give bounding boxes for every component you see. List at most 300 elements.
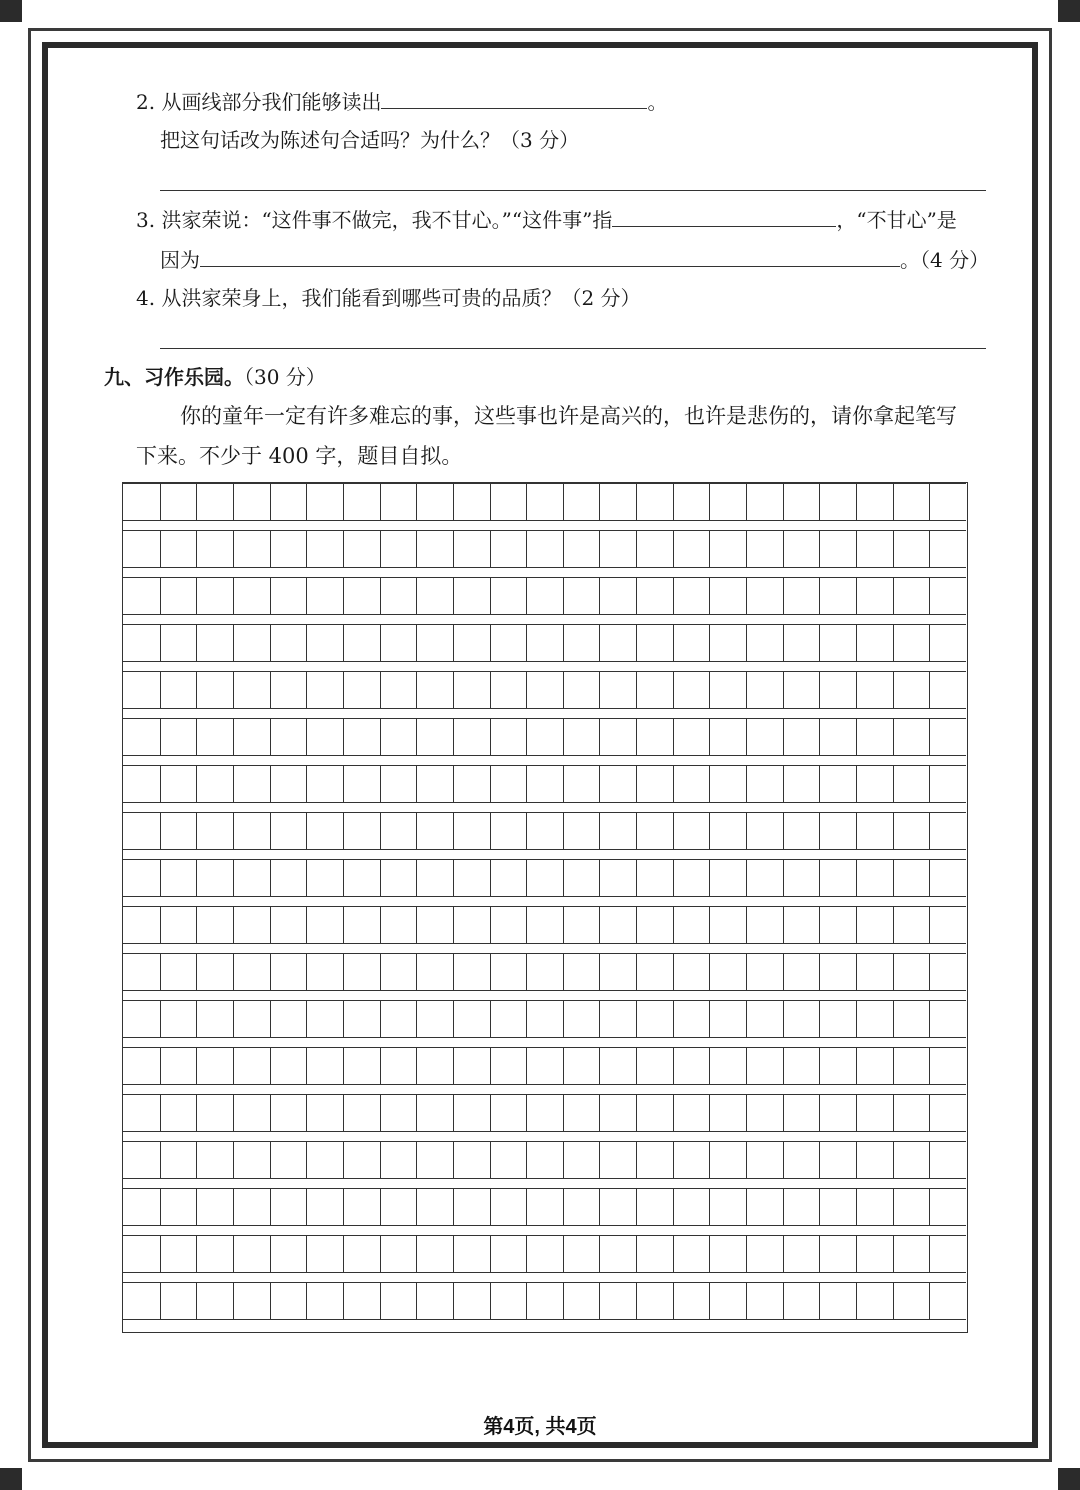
grid-cell-divider: [819, 1142, 820, 1178]
grid-cell-divider: [306, 1236, 307, 1272]
grid-cell-divider: [563, 766, 564, 802]
grid-cell-divider: [490, 1001, 491, 1037]
question-2-end-punct: 。: [647, 90, 668, 114]
grid-cell-divider: [453, 860, 454, 896]
grid-cell-divider: [416, 954, 417, 990]
answer-line-q4[interactable]: [160, 348, 986, 349]
grid-cell-divider: [929, 1283, 930, 1319]
grid-cell-divider: [783, 907, 784, 943]
grid-cell-divider: [673, 1283, 674, 1319]
grid-cell-divider: [160, 1236, 161, 1272]
grid-cell-divider: [709, 1142, 710, 1178]
grid-cell-divider: [819, 719, 820, 755]
grid-cell-divider: [196, 625, 197, 661]
grid-cell-divider: [343, 1283, 344, 1319]
grid-cell-divider: [746, 1236, 747, 1272]
grid-cell-divider: [746, 1001, 747, 1037]
grid-cell-divider: [270, 578, 271, 614]
grid-cell-divider: [563, 484, 564, 520]
grid-cell-divider: [343, 484, 344, 520]
grid-cell-divider: [673, 1236, 674, 1272]
grid-cell-divider: [526, 1236, 527, 1272]
grid-cell-divider: [270, 484, 271, 520]
section-9-points: （30 分）: [244, 365, 326, 389]
grid-cell-divider: [526, 1095, 527, 1131]
grid-cell-divider: [819, 1189, 820, 1225]
grid-cell-divider: [709, 719, 710, 755]
grid-cell-divider: [380, 531, 381, 567]
grid-cell-divider: [270, 766, 271, 802]
grid-cell-divider: [819, 672, 820, 708]
grid-cell-divider: [599, 484, 600, 520]
grid-cell-divider: [196, 860, 197, 896]
grid-cell-divider: [563, 1283, 564, 1319]
grid-cell-divider: [490, 907, 491, 943]
grid-cell-divider: [709, 1095, 710, 1131]
grid-cell-divider: [343, 531, 344, 567]
grid-cell-divider: [196, 954, 197, 990]
grid-cell-divider: [636, 1142, 637, 1178]
grid-cell-divider: [526, 954, 527, 990]
grid-row: [123, 718, 966, 756]
grid-cell-divider: [160, 954, 161, 990]
question-4-text: 4. 从洪家荣身上，我们能看到哪些可贵的品质？（2 分）: [136, 286, 641, 310]
grid-row: [123, 1282, 966, 1320]
grid-cell-divider: [306, 1001, 307, 1037]
grid-cell-divider: [599, 1142, 600, 1178]
grid-cell-divider: [746, 484, 747, 520]
grid-cell-divider: [453, 672, 454, 708]
answer-blank-q3-b[interactable]: [200, 244, 900, 267]
grid-cell-divider: [270, 860, 271, 896]
grid-cell-divider: [929, 1236, 930, 1272]
grid-cell-divider: [856, 531, 857, 567]
grid-cell-divider: [599, 766, 600, 802]
grid-cell-divider: [929, 672, 930, 708]
grid-cell-divider: [673, 531, 674, 567]
grid-cell-divider: [453, 907, 454, 943]
grid-cell-divider: [160, 1283, 161, 1319]
grid-cell-divider: [893, 766, 894, 802]
grid-cell-divider: [343, 907, 344, 943]
grid-cell-divider: [270, 719, 271, 755]
grid-cell-divider: [270, 625, 271, 661]
grid-cell-divider: [343, 766, 344, 802]
grid-cell-divider: [599, 719, 600, 755]
answer-line-q2[interactable]: [160, 190, 986, 191]
grid-cell-divider: [709, 766, 710, 802]
grid-cell-divider: [563, 531, 564, 567]
grid-cell-divider: [343, 719, 344, 755]
question-3-text: 3. 洪家荣说：“这件事不做完，我不甘心。”“这件事”指: [136, 208, 613, 232]
grid-cell-divider: [453, 1142, 454, 1178]
grid-cell-divider: [160, 907, 161, 943]
grid-cell-divider: [526, 625, 527, 661]
grid-cell-divider: [526, 719, 527, 755]
grid-cell-divider: [709, 578, 710, 614]
grid-cell-divider: [306, 578, 307, 614]
grid-cell-divider: [636, 672, 637, 708]
grid-cell-divider: [526, 1001, 527, 1037]
grid-cell-divider: [196, 1142, 197, 1178]
grid-cell-divider: [673, 860, 674, 896]
grid-cell-divider: [306, 719, 307, 755]
grid-cell-divider: [893, 860, 894, 896]
grid-cell-divider: [673, 484, 674, 520]
grid-cell-divider: [416, 625, 417, 661]
grid-cell-divider: [819, 1095, 820, 1131]
question-3-line-1: [136, 204, 957, 234]
grid-cell-divider: [819, 578, 820, 614]
grid-cell-divider: [453, 1095, 454, 1131]
grid-row: [123, 906, 966, 944]
grid-cell-divider: [270, 1189, 271, 1225]
grid-cell-divider: [233, 672, 234, 708]
grid-cell-divider: [196, 1283, 197, 1319]
question-2-line-1: [136, 86, 667, 116]
grid-cell-divider: [856, 1142, 857, 1178]
grid-cell-divider: [783, 578, 784, 614]
question-3-mid-text: ，“不甘心”是: [836, 208, 957, 232]
grid-cell-divider: [233, 1236, 234, 1272]
grid-cell-divider: [380, 1142, 381, 1178]
question-3-line-2: [160, 244, 989, 274]
grid-row: [123, 624, 966, 662]
grid-cell-divider: [233, 1001, 234, 1037]
grid-cell-divider: [270, 1283, 271, 1319]
grid-cell-divider: [233, 719, 234, 755]
grid-cell-divider: [160, 1142, 161, 1178]
grid-cell-divider: [709, 954, 710, 990]
grid-cell-divider: [453, 813, 454, 849]
grid-cell-divider: [783, 1283, 784, 1319]
grid-cell-divider: [819, 766, 820, 802]
grid-cell-divider: [196, 531, 197, 567]
grid-cell-divider: [856, 1048, 857, 1084]
grid-cell-divider: [929, 1142, 930, 1178]
grid-cell-divider: [196, 578, 197, 614]
grid-cell-divider: [563, 719, 564, 755]
grid-cell-divider: [783, 1236, 784, 1272]
grid-cell-divider: [526, 1283, 527, 1319]
grid-cell-divider: [636, 1283, 637, 1319]
grid-cell-divider: [709, 813, 710, 849]
grid-cell-divider: [709, 907, 710, 943]
grid-cell-divider: [636, 625, 637, 661]
grid-cell-divider: [673, 1095, 674, 1131]
grid-cell-divider: [746, 1189, 747, 1225]
corner-mark-top-left: [0, 0, 22, 22]
grid-cell-divider: [160, 1048, 161, 1084]
grid-cell-divider: [783, 860, 784, 896]
grid-cell-divider: [306, 1189, 307, 1225]
corner-mark-bottom-left: [0, 1468, 22, 1490]
grid-cell-divider: [746, 531, 747, 567]
grid-cell-divider: [490, 1142, 491, 1178]
grid-cell-divider: [856, 719, 857, 755]
grid-cell-divider: [563, 1189, 564, 1225]
grid-cell-divider: [343, 954, 344, 990]
grid-cell-divider: [893, 1236, 894, 1272]
grid-cell-divider: [673, 625, 674, 661]
grid-cell-divider: [270, 1095, 271, 1131]
grid-cell-divider: [160, 531, 161, 567]
grid-cell-divider: [453, 484, 454, 520]
grid-cell-divider: [893, 1048, 894, 1084]
answer-blank-q2[interactable]: [381, 86, 647, 109]
grid-cell-divider: [893, 1001, 894, 1037]
grid-cell-divider: [270, 1142, 271, 1178]
question-2-text: 2. 从画线部分我们能够读出: [136, 90, 382, 114]
grid-cell-divider: [160, 719, 161, 755]
grid-cell-divider: [233, 1283, 234, 1319]
grid-cell-divider: [856, 1189, 857, 1225]
grid-row: [123, 765, 966, 803]
grid-cell-divider: [380, 1001, 381, 1037]
grid-cell-divider: [416, 719, 417, 755]
grid-cell-divider: [783, 1095, 784, 1131]
question-2-line-2: 把这句话改为陈述句合适吗？为什么？（3 分）: [160, 128, 580, 152]
grid-row: [123, 1094, 966, 1132]
grid-cell-divider: [746, 578, 747, 614]
grid-cell-divider: [819, 625, 820, 661]
grid-cell-divider: [563, 1048, 564, 1084]
grid-cell-divider: [893, 578, 894, 614]
grid-cell-divider: [380, 484, 381, 520]
grid-cell-divider: [306, 813, 307, 849]
grid-cell-divider: [416, 1189, 417, 1225]
grid-cell-divider: [636, 766, 637, 802]
grid-cell-divider: [893, 1142, 894, 1178]
grid-cell-divider: [526, 1189, 527, 1225]
grid-cell-divider: [380, 907, 381, 943]
grid-cell-divider: [636, 719, 637, 755]
grid-cell-divider: [270, 1048, 271, 1084]
grid-cell-divider: [599, 1095, 600, 1131]
grid-cell-divider: [490, 766, 491, 802]
grid-cell-divider: [526, 766, 527, 802]
grid-cell-divider: [673, 1142, 674, 1178]
grid-cell-divider: [306, 625, 307, 661]
grid-cell-divider: [416, 907, 417, 943]
grid-cell-divider: [380, 625, 381, 661]
grid-cell-divider: [380, 1095, 381, 1131]
grid-cell-divider: [416, 1048, 417, 1084]
grid-cell-divider: [270, 1001, 271, 1037]
grid-cell-divider: [416, 1283, 417, 1319]
grid-cell-divider: [783, 625, 784, 661]
grid-cell-divider: [526, 860, 527, 896]
grid-row: [123, 812, 966, 850]
grid-row: [123, 530, 966, 568]
section-9-heading: [104, 363, 326, 391]
grid-cell-divider: [819, 484, 820, 520]
grid-row: [123, 1235, 966, 1273]
grid-cell-divider: [929, 954, 930, 990]
grid-cell-divider: [856, 1236, 857, 1272]
grid-cell-divider: [856, 1095, 857, 1131]
grid-cell-divider: [380, 1048, 381, 1084]
grid-cell-divider: [490, 578, 491, 614]
grid-cell-divider: [196, 1189, 197, 1225]
grid-cell-divider: [673, 813, 674, 849]
grid-cell-divider: [526, 1048, 527, 1084]
grid-cell-divider: [673, 766, 674, 802]
grid-cell-divider: [160, 860, 161, 896]
grid-cell-divider: [490, 954, 491, 990]
page-number-footer: 第4页, 共4页: [483, 1416, 597, 1438]
grid-cell-divider: [453, 954, 454, 990]
grid-cell-divider: [636, 1236, 637, 1272]
grid-cell-divider: [233, 1189, 234, 1225]
question-3-points: 。（4 分）: [900, 248, 990, 272]
grid-cell-divider: [709, 860, 710, 896]
grid-cell-divider: [160, 1189, 161, 1225]
grid-cell-divider: [673, 719, 674, 755]
grid-cell-divider: [306, 1142, 307, 1178]
grid-cell-divider: [453, 1236, 454, 1272]
grid-cell-divider: [599, 954, 600, 990]
grid-row: [123, 953, 966, 991]
grid-cell-divider: [929, 1189, 930, 1225]
grid-cell-divider: [746, 1283, 747, 1319]
grid-cell-divider: [636, 1001, 637, 1037]
grid-cell-divider: [563, 1236, 564, 1272]
grid-cell-divider: [196, 1236, 197, 1272]
grid-cell-divider: [270, 1236, 271, 1272]
grid-cell-divider: [709, 531, 710, 567]
grid-cell-divider: [343, 578, 344, 614]
grid-cell-divider: [636, 860, 637, 896]
grid-cell-divider: [783, 1001, 784, 1037]
grid-cell-divider: [893, 719, 894, 755]
grid-cell-divider: [783, 1048, 784, 1084]
grid-cell-divider: [893, 625, 894, 661]
grid-cell-divider: [599, 625, 600, 661]
grid-cell-divider: [270, 907, 271, 943]
grid-cell-divider: [893, 1283, 894, 1319]
grid-cell-divider: [270, 954, 271, 990]
grid-cell-divider: [490, 484, 491, 520]
grid-cell-divider: [746, 672, 747, 708]
grid-cell-divider: [893, 813, 894, 849]
grid-cell-divider: [233, 1142, 234, 1178]
grid-cell-divider: [343, 813, 344, 849]
composition-writing-grid[interactable]: [122, 482, 968, 1333]
grid-cell-divider: [636, 954, 637, 990]
grid-cell-divider: [746, 625, 747, 661]
grid-cell-divider: [306, 1095, 307, 1131]
grid-cell-divider: [196, 1095, 197, 1131]
grid-cell-divider: [599, 1283, 600, 1319]
grid-cell-divider: [526, 531, 527, 567]
grid-cell-divider: [196, 1048, 197, 1084]
grid-cell-divider: [196, 766, 197, 802]
grid-cell-divider: [453, 1048, 454, 1084]
corner-mark-top-right: [1058, 0, 1080, 22]
grid-cell-divider: [563, 1142, 564, 1178]
grid-cell-divider: [380, 672, 381, 708]
grid-cell-divider: [196, 907, 197, 943]
grid-cell-divider: [380, 719, 381, 755]
grid-cell-divider: [490, 719, 491, 755]
grid-cell-divider: [709, 1236, 710, 1272]
grid-cell-divider: [893, 907, 894, 943]
grid-cell-divider: [490, 672, 491, 708]
grid-cell-divider: [599, 1236, 600, 1272]
grid-cell-divider: [929, 813, 930, 849]
grid-cell-divider: [856, 578, 857, 614]
grid-cell-divider: [233, 813, 234, 849]
grid-cell-divider: [746, 1048, 747, 1084]
grid-cell-divider: [599, 1001, 600, 1037]
grid-cell-divider: [270, 672, 271, 708]
grid-cell-divider: [746, 1142, 747, 1178]
grid-cell-divider: [160, 813, 161, 849]
grid-cell-divider: [453, 1189, 454, 1225]
grid-cell-divider: [306, 484, 307, 520]
grid-cell-divider: [160, 1001, 161, 1037]
grid-cell-divider: [673, 954, 674, 990]
grid-cell-divider: [233, 1048, 234, 1084]
grid-cell-divider: [709, 625, 710, 661]
grid-cell-divider: [929, 719, 930, 755]
grid-cell-divider: [856, 625, 857, 661]
grid-cell-divider: [929, 1095, 930, 1131]
grid-cell-divider: [380, 1189, 381, 1225]
grid-cell-divider: [380, 1283, 381, 1319]
grid-cell-divider: [746, 719, 747, 755]
grid-cell-divider: [233, 578, 234, 614]
grid-cell-divider: [599, 1189, 600, 1225]
grid-cell-divider: [636, 813, 637, 849]
grid-cell-divider: [636, 578, 637, 614]
grid-cell-divider: [636, 1095, 637, 1131]
grid-cell-divider: [306, 860, 307, 896]
grid-cell-divider: [929, 907, 930, 943]
grid-cell-divider: [453, 719, 454, 755]
grid-cell-divider: [233, 766, 234, 802]
grid-cell-divider: [343, 1189, 344, 1225]
grid-cell-divider: [929, 766, 930, 802]
grid-cell-divider: [270, 531, 271, 567]
grid-cell-divider: [856, 907, 857, 943]
grid-cell-divider: [856, 1283, 857, 1319]
grid-cell-divider: [929, 484, 930, 520]
grid-cell-divider: [160, 578, 161, 614]
grid-cell-divider: [380, 578, 381, 614]
grid-cell-divider: [380, 860, 381, 896]
grid-row: [123, 859, 966, 897]
grid-cell-divider: [306, 766, 307, 802]
grid-cell-divider: [343, 1095, 344, 1131]
grid-cell-divider: [343, 1001, 344, 1037]
grid-cell-divider: [856, 766, 857, 802]
grid-cell-divider: [783, 672, 784, 708]
grid-cell-divider: [453, 1001, 454, 1037]
grid-cell-divider: [856, 1001, 857, 1037]
grid-cell-divider: [233, 625, 234, 661]
grid-cell-divider: [416, 531, 417, 567]
grid-cell-divider: [343, 1048, 344, 1084]
grid-cell-divider: [306, 1283, 307, 1319]
grid-cell-divider: [453, 578, 454, 614]
grid-cell-divider: [929, 1001, 930, 1037]
grid-cell-divider: [673, 1001, 674, 1037]
answer-blank-q3-a[interactable]: [612, 204, 836, 227]
grid-row: [123, 1141, 966, 1179]
grid-cell-divider: [160, 766, 161, 802]
